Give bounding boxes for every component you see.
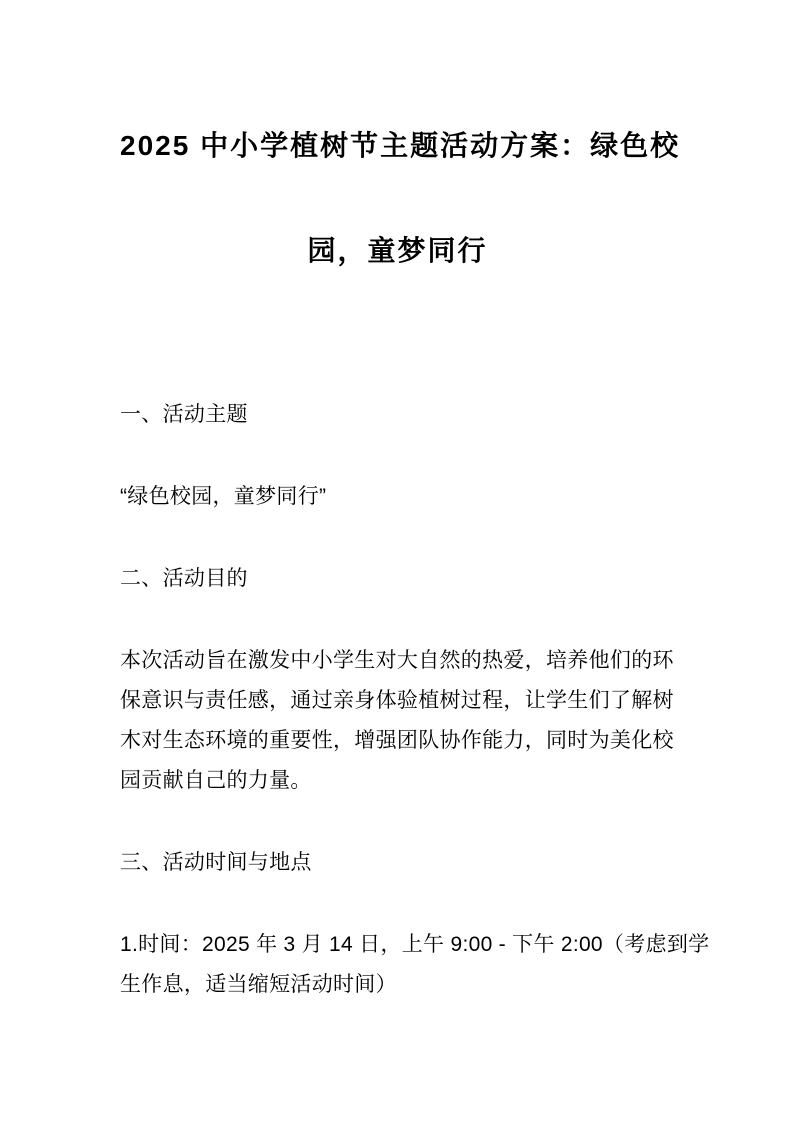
time-paragraph <box>120 925 710 1005</box>
section-heading-theme: 一、活动主题 <box>120 403 248 426</box>
paragraph-line: 本次活动旨在激发中小学生对大自然的热爱，培养他们的环 <box>120 649 674 672</box>
document-title-line-2: 园，童梦同行 <box>307 235 488 266</box>
paragraph-line: 生作息，适当缩短活动时间） <box>120 973 397 996</box>
document-title <box>120 93 681 303</box>
paragraph-line: 木对生态环境的重要性，增强团队协作能力，同时为美化校 <box>120 729 674 752</box>
paragraph-line: 园贡献自己的力量。 <box>120 769 312 792</box>
section-heading-purpose: 二、活动目的 <box>120 567 248 590</box>
document-title-line-1: 2025 中小学植树节主题活动方案：绿色校 <box>120 130 681 161</box>
theme-quote: “绿色校园，童梦同行” <box>120 485 327 508</box>
paragraph-line: 保意识与责任感，通过亲身体验植树过程，让学生们了解树 <box>120 689 674 712</box>
paragraph-line: 1.时间：2025 年 3 月 14 日，上午 9:00 - 下午 2:00（考虑到学 <box>120 933 710 956</box>
purpose-paragraph <box>120 641 675 801</box>
section-heading-time-location: 三、活动时间与地点 <box>120 851 312 874</box>
